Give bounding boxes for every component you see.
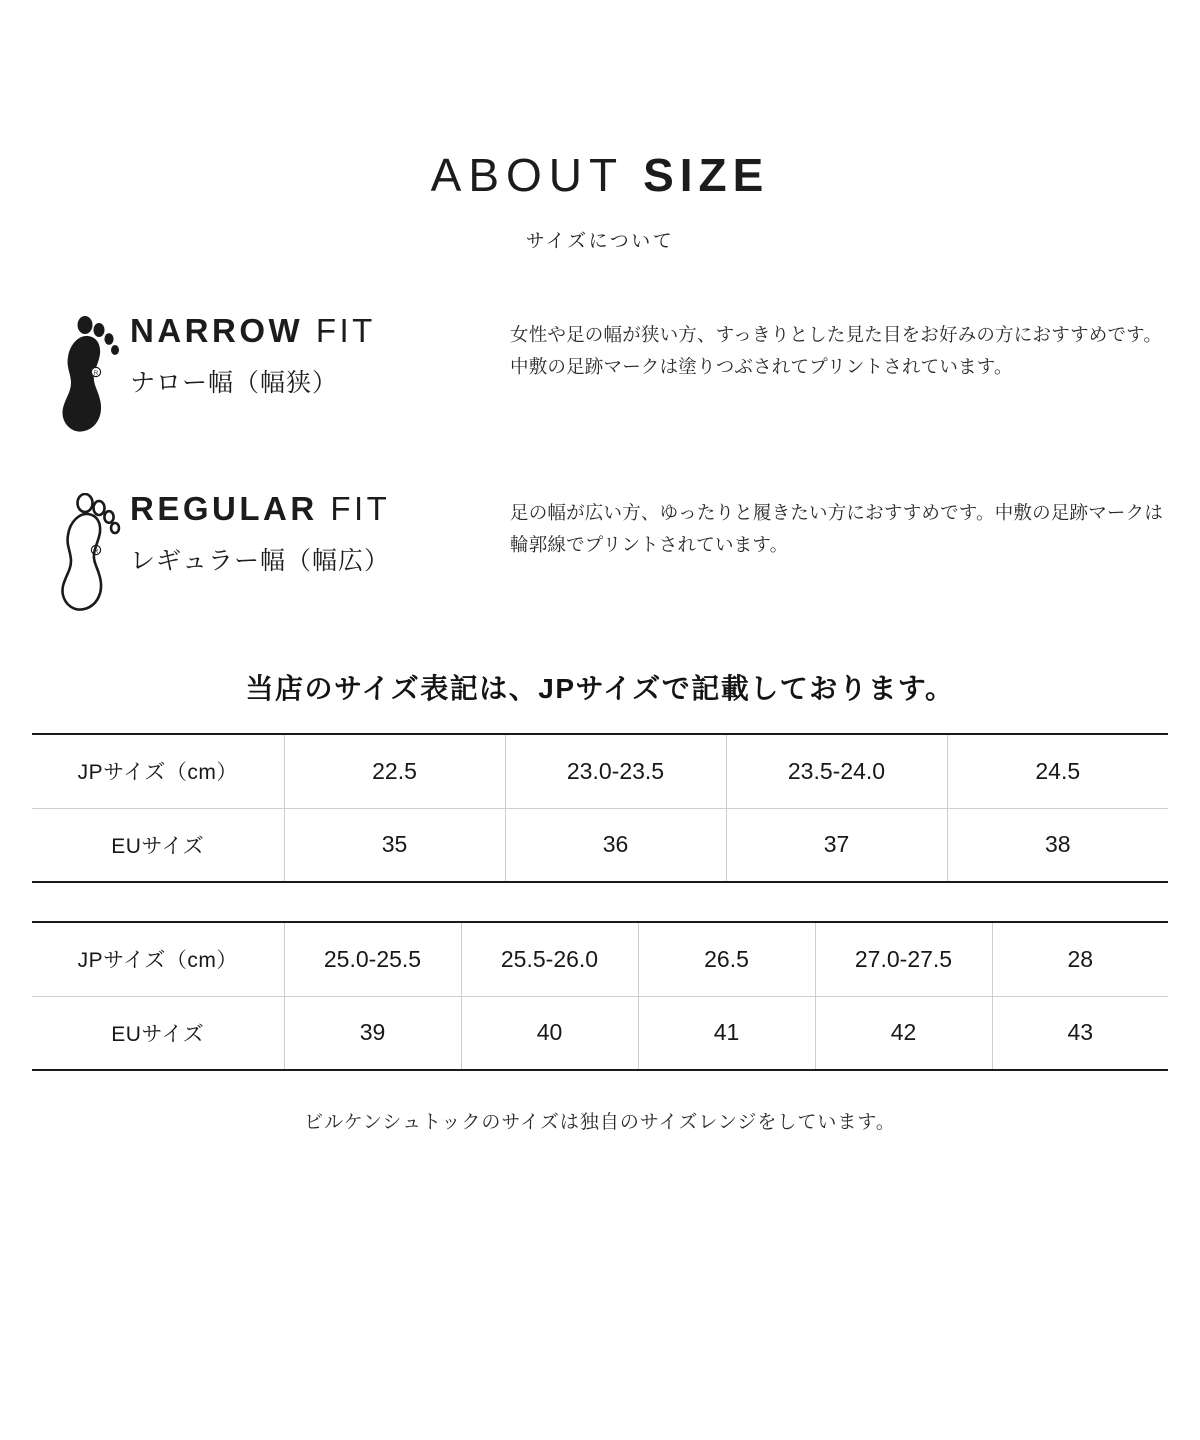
table-cell: 23.5-24.0 bbox=[726, 734, 947, 808]
table-cell: 37 bbox=[726, 808, 947, 882]
table-cell: 25.0-25.5 bbox=[284, 922, 461, 996]
table-cell: 26.5 bbox=[638, 922, 815, 996]
row-label: JPサイズ（cm） bbox=[32, 922, 284, 996]
table-cell: 24.5 bbox=[947, 734, 1168, 808]
page-title bbox=[32, 149, 1168, 201]
fit-description-narrow: 女性や足の幅が狭い方、すっきりとした見た目をお好みの方におすすめです。中敷の足跡マークは塗りつぶされてプリントされています。 bbox=[510, 324, 1163, 378]
fit-type-list bbox=[32, 311, 1168, 615]
table-cell: 35 bbox=[284, 808, 505, 882]
row-label: JPサイズ（cm） bbox=[32, 734, 284, 808]
fit-name-en-light: FIT bbox=[330, 490, 391, 527]
table-cell: 22.5 bbox=[284, 734, 505, 808]
fit-name-jp-narrow: ナロー幅（幅狭） bbox=[130, 369, 339, 398]
fit-name-en-light: FIT bbox=[315, 312, 376, 349]
page-title-bold: SIZE bbox=[643, 149, 770, 201]
table-cell: 27.0-27.5 bbox=[815, 922, 992, 996]
svg-text:R: R bbox=[93, 549, 99, 555]
size-footnote: ビルケンシュトックのサイズは独自のサイズレンジをしています。 bbox=[304, 1112, 896, 1133]
table-cell: 25.5-26.0 bbox=[461, 922, 638, 996]
footprint-outline-icon bbox=[52, 489, 130, 615]
fit-name-jp-regular: レギュラー幅（幅広） bbox=[130, 547, 391, 576]
fit-description-regular: 足の幅が広い方、ゆったりと履きたい方におすすめです。中敷の足跡マークは輪郭線でプリントされています。 bbox=[510, 502, 1164, 556]
table-row bbox=[32, 996, 1168, 1070]
page-subtitle: サイズについて bbox=[525, 231, 675, 252]
fit-names-regular bbox=[130, 489, 510, 577]
footprint-filled-icon bbox=[52, 311, 130, 437]
table-row bbox=[32, 734, 1168, 808]
table-cell: 42 bbox=[815, 996, 992, 1070]
row-label: EUサイズ bbox=[32, 996, 284, 1070]
table-row bbox=[32, 808, 1168, 882]
table-cell: 23.0-23.5 bbox=[505, 734, 726, 808]
table-cell: 38 bbox=[947, 808, 1168, 882]
size-table-small bbox=[32, 733, 1168, 883]
fit-name-en-bold: REGULAR bbox=[130, 490, 318, 527]
fit-names-narrow bbox=[130, 311, 510, 399]
size-table-heading: 当店のサイズ表記は、JPサイズで記載しております。 bbox=[245, 673, 955, 704]
table-cell: 28 bbox=[992, 922, 1168, 996]
fit-name-en-bold: NARROW bbox=[130, 312, 304, 349]
page-title-light: ABOUT bbox=[430, 149, 624, 201]
page-header bbox=[32, 0, 1168, 253]
table-cell: 39 bbox=[284, 996, 461, 1070]
size-table-large bbox=[32, 921, 1168, 1071]
fit-name-en-regular bbox=[130, 491, 510, 527]
fit-row-regular bbox=[52, 489, 1168, 615]
table-row bbox=[32, 922, 1168, 996]
fit-name-en-narrow bbox=[130, 313, 510, 349]
table-cell: 36 bbox=[505, 808, 726, 882]
fit-row-narrow bbox=[52, 311, 1168, 437]
table-cell: 40 bbox=[461, 996, 638, 1070]
table-cell: 41 bbox=[638, 996, 815, 1070]
table-cell: 43 bbox=[992, 996, 1168, 1070]
svg-text:R: R bbox=[93, 371, 99, 377]
row-label: EUサイズ bbox=[32, 808, 284, 882]
